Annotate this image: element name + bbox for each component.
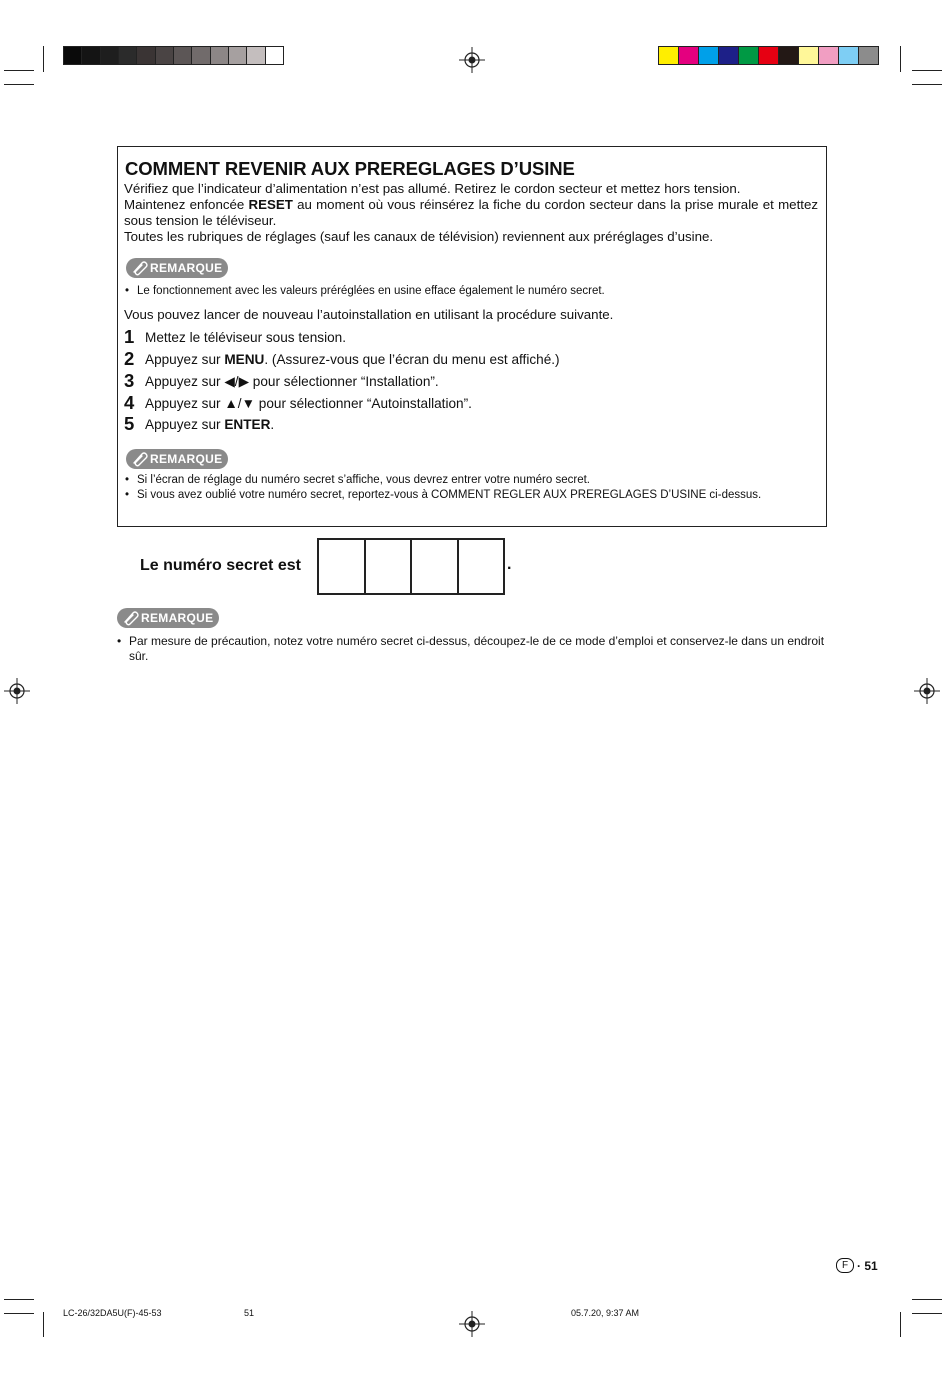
paragraph-2	[124, 197, 818, 229]
color-swatch	[247, 47, 265, 64]
crop-mark	[900, 46, 901, 72]
color-swatch	[759, 47, 779, 64]
color-swatch	[799, 47, 819, 64]
secret-digit-box	[412, 540, 459, 593]
paperclip-icon	[122, 610, 140, 626]
secret-digit-box	[459, 540, 504, 593]
registration-mark-icon	[914, 678, 940, 704]
color-swatch	[679, 47, 699, 64]
step-text-part: .	[270, 417, 275, 432]
color-swatch	[839, 47, 859, 64]
step-number: 2	[124, 348, 135, 369]
note-item	[117, 634, 829, 664]
section-title: COMMENT REVENIR AUX PREREGLAGES D’USINE	[125, 158, 575, 179]
secret-number-label: Le numéro secret est	[140, 557, 301, 574]
step-number: 1	[124, 326, 135, 347]
paperclip-icon	[131, 260, 149, 276]
color-swatch	[192, 47, 210, 64]
note-item	[125, 488, 818, 503]
step-text-part: . (Assurez-vous que l’écran du menu est affiché.)	[264, 352, 560, 367]
color-swatch	[174, 47, 192, 64]
crop-mark	[4, 1313, 34, 1314]
note-text: Par mesure de précaution, notez votre numéro secret ci-dessus, découpez-le de ce mode d’emploi et conservez-le dans un endroit sûr.	[129, 634, 825, 663]
crop-mark	[43, 1312, 44, 1337]
note-text: Si l’écran de réglage du numéro secret s’affiche, vous devrez entrer votre numéro secret.	[137, 474, 590, 486]
note-item	[125, 473, 817, 488]
color-swatch	[119, 47, 137, 64]
footer-timestamp: 05.7.20, 9:37 AM	[571, 1308, 640, 1318]
paragraph-2-text: Maintenez enfoncée	[124, 197, 249, 212]
crop-mark	[912, 84, 942, 85]
step-text-part: Appuyez sur	[145, 352, 225, 367]
registration-mark-icon	[4, 678, 30, 704]
secret-digit-box	[366, 540, 413, 593]
color-swatch	[82, 47, 100, 64]
bullet: •	[125, 474, 130, 486]
note-item	[125, 284, 817, 299]
crop-mark	[4, 1299, 34, 1300]
crop-mark	[900, 1312, 901, 1337]
reset-key-label: RESET	[248, 197, 293, 212]
crop-mark	[912, 70, 942, 71]
color-swatch	[101, 47, 119, 64]
color-swatch	[156, 47, 174, 64]
step-text-part: Mettez le téléviseur sous tension.	[145, 330, 346, 345]
step-text	[145, 352, 560, 367]
color-swatch	[229, 47, 247, 64]
color-calibration-strip	[658, 46, 879, 65]
step-text-part: Appuyez sur ▲/▼ pour sélectionner “Autoinstallation”.	[145, 396, 472, 411]
remarque-badge	[117, 608, 219, 628]
color-swatch	[211, 47, 229, 64]
color-swatch	[739, 47, 759, 64]
color-swatch	[699, 47, 719, 64]
step-number: 3	[124, 370, 135, 391]
remarque-label: REMARQUE	[150, 452, 223, 466]
color-swatch	[779, 47, 799, 64]
secret-digit-box	[319, 540, 366, 593]
gray-calibration-strip	[63, 46, 284, 65]
key-label: MENU	[224, 352, 265, 367]
paperclip-icon	[131, 451, 149, 467]
registration-mark-icon	[459, 47, 485, 73]
page-number-text: · 51	[857, 1258, 878, 1273]
bullet: •	[125, 489, 130, 501]
color-swatch	[659, 47, 679, 64]
note-text: Si vous avez oublié votre numéro secret, reportez-vous à COMMENT REGLER AUX PREREGLAGES D’USINE ci-dessus.	[137, 489, 762, 501]
step-text	[145, 417, 274, 432]
step-text	[145, 374, 439, 390]
color-swatch	[719, 47, 739, 64]
remarque-label: REMARQUE	[150, 261, 223, 275]
note-text: Le fonctionnement avec les valeurs préréglées en usine efface également le numéro secret.	[137, 285, 605, 297]
step-text-part: Appuyez sur	[145, 417, 225, 432]
color-swatch	[266, 47, 283, 64]
remarque-label: REMARQUE	[141, 611, 214, 625]
step-text	[145, 330, 346, 345]
footer-page: 51	[244, 1308, 255, 1318]
color-swatch	[859, 47, 878, 64]
registration-mark-icon	[459, 1311, 485, 1337]
step-text-part: Appuyez sur ◀/▶ pour sélectionner “Installation”.	[145, 374, 439, 389]
paragraph-2-text: au moment où vous réinsérez la fiche du cordon secteur dans la prise murale et mettez sous tension le téléviseur.	[124, 197, 818, 228]
step-text	[145, 396, 472, 411]
step-number: 4	[124, 392, 135, 413]
intro-paragraph: Vous pouvez lancer de nouveau l’autoinstallation en utilisant la procédure suivante.	[124, 307, 614, 322]
bullet: •	[117, 634, 122, 648]
secret-number-boxes	[317, 538, 505, 595]
key-label: ENTER	[224, 417, 271, 432]
crop-mark	[912, 1299, 942, 1300]
footer-model: LC-26/32DA5U(F)-45-53	[63, 1308, 162, 1318]
color-swatch	[137, 47, 155, 64]
crop-mark	[4, 70, 34, 71]
paragraph-1: Vérifiez que l’indicateur d’alimentation n’est pas allumé. Retirez le cordon secteur et mettez hors tension.	[124, 181, 741, 196]
step-number: 5	[124, 413, 135, 434]
color-swatch	[64, 47, 82, 64]
crop-mark	[4, 84, 34, 85]
remarque-badge	[126, 449, 228, 469]
language-letter: F	[836, 1258, 854, 1273]
crop-mark	[43, 46, 44, 72]
paragraph-3: Toutes les rubriques de réglages (sauf les canaux de télévision) reviennent aux préréglages d’usine.	[124, 229, 714, 244]
secret-period: .	[507, 556, 512, 573]
crop-mark	[912, 1313, 942, 1314]
remarque-badge	[126, 258, 228, 278]
color-swatch	[819, 47, 839, 64]
page-number	[836, 1258, 878, 1273]
bullet: •	[125, 285, 130, 297]
